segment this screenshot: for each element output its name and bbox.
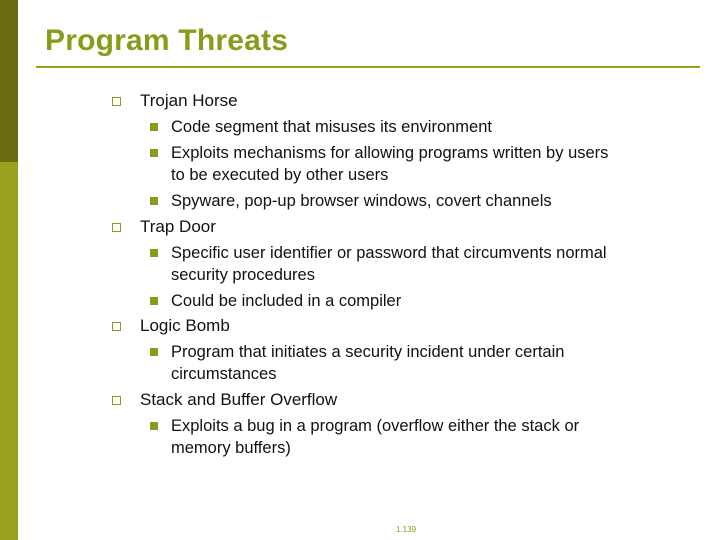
bullet-logic-bomb: Logic Bomb — [140, 316, 230, 335]
bullet-stack-buffer-overflow: Stack and Buffer Overflow — [140, 390, 338, 409]
filled-square-bullet-icon — [150, 422, 158, 430]
sub-bullet: Could be included in a compiler — [171, 292, 402, 310]
hollow-square-bullet-icon — [112, 97, 121, 106]
slide-title: Program Threats — [45, 24, 289, 57]
page-number: 1.139 — [396, 525, 417, 534]
sub-bullet: Program that initiates a security incident under certain circumstances — [171, 343, 565, 383]
hollow-square-bullet-icon — [112, 396, 121, 405]
filled-square-bullet-icon — [150, 249, 158, 257]
sub-bullet: Spyware, pop-up browser windows, covert channels — [171, 192, 552, 210]
hollow-square-bullet-icon — [112, 223, 121, 232]
filled-square-bullet-icon — [150, 197, 158, 205]
filled-square-bullet-icon — [150, 297, 158, 305]
sub-bullet: Exploits a bug in a program (overflow either the stack or memory buffers) — [171, 417, 580, 457]
sub-bullet: Specific user identifier or password that circumvents normal security procedures — [171, 244, 607, 284]
filled-square-bullet-icon — [150, 149, 158, 157]
hollow-square-bullet-icon — [112, 322, 121, 331]
sub-bullet: Code segment that misuses its environment — [171, 118, 492, 136]
bullet-trap-door: Trap Door — [140, 217, 216, 236]
sub-bullet: Exploits mechanisms for allowing programs written by users to be executed by other users — [171, 144, 609, 184]
bullet-trojan-horse: Trojan Horse — [140, 91, 238, 110]
filled-square-bullet-icon — [150, 123, 158, 131]
filled-square-bullet-icon — [150, 348, 158, 356]
